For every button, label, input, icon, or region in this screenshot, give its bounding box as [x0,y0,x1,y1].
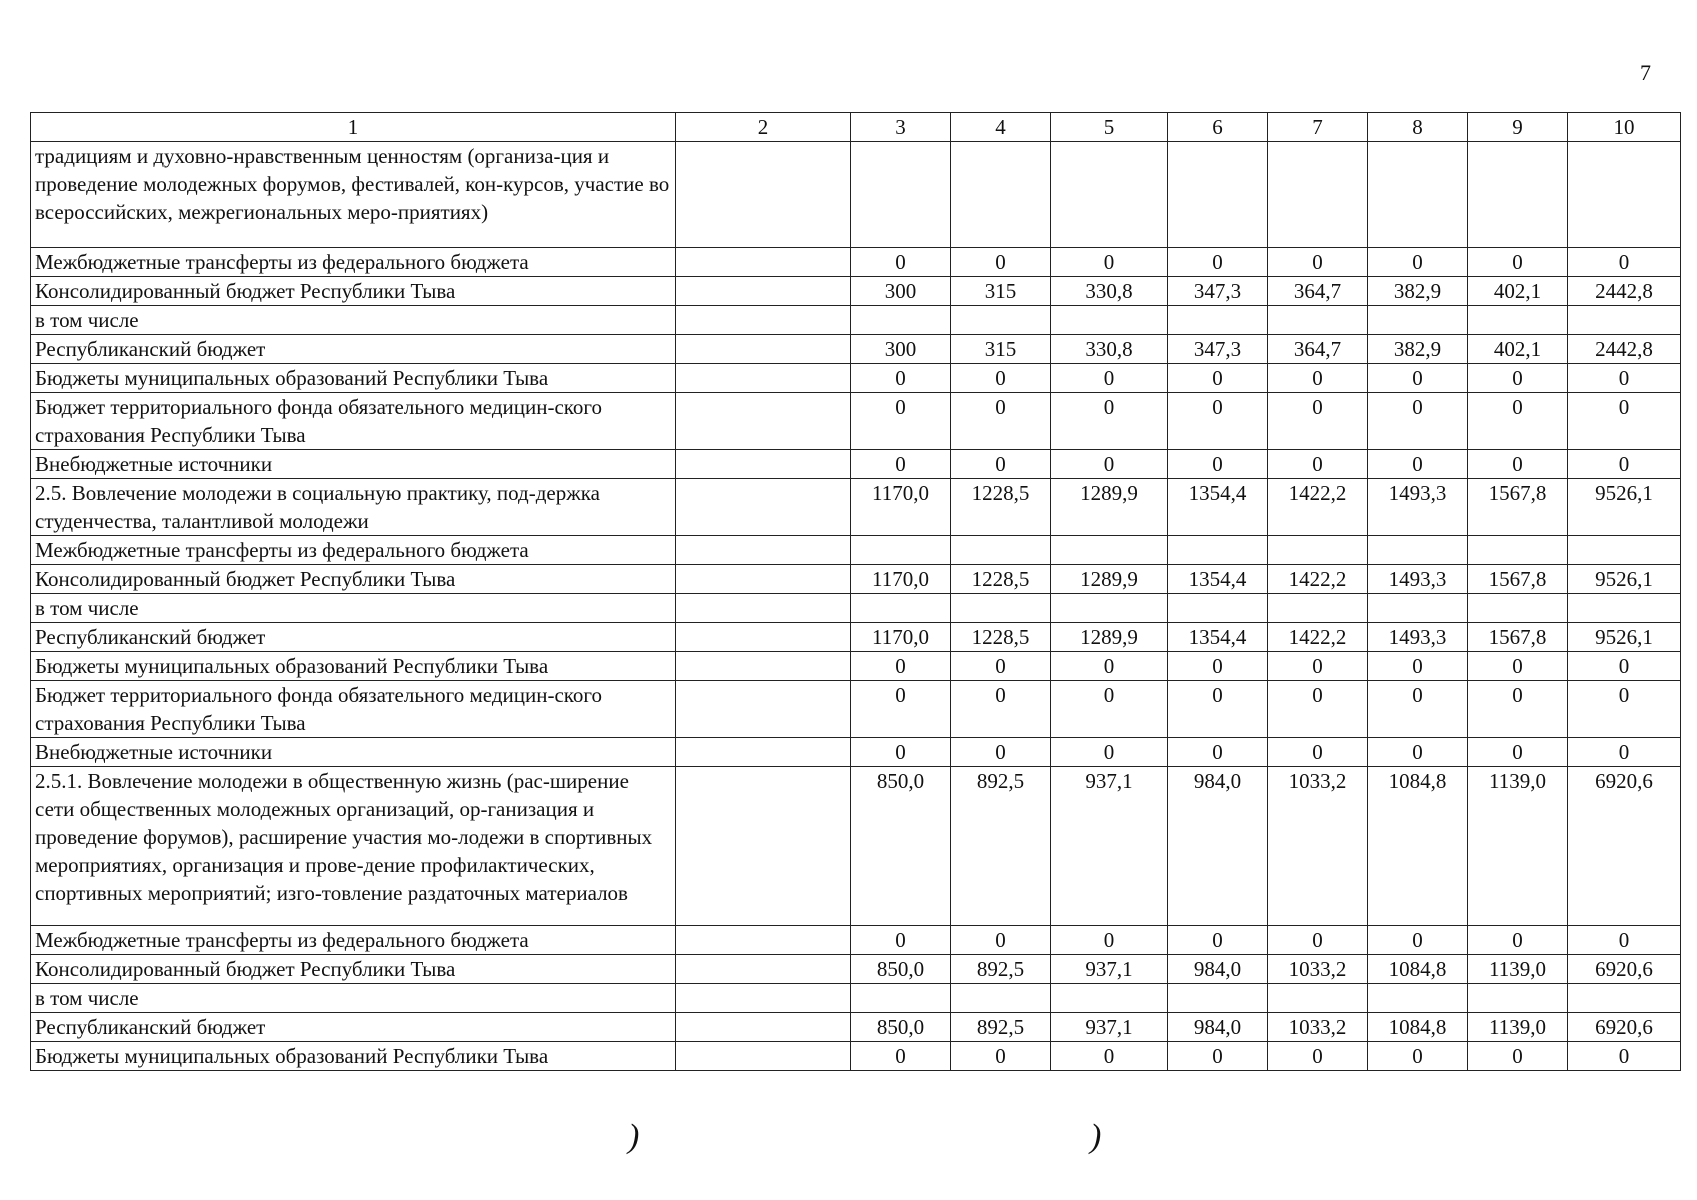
value-cell: 0 [1051,681,1168,738]
row-label: Бюджеты муниципальных образований Республики Тыва [31,1042,676,1071]
value-cell: 0 [1268,926,1368,955]
row-label: 2.5. Вовлечение молодежи в социальную практику, под-держка студенчества, талантливой молодежи [31,479,676,536]
value-cell [1468,594,1568,623]
value-cell: 850,0 [851,1013,951,1042]
value-cell: 2442,8 [1568,335,1681,364]
value-cell: 347,3 [1168,335,1268,364]
value-cell: 1354,4 [1168,479,1268,536]
value-cell [1268,536,1368,565]
value-cell: 850,0 [851,767,951,926]
value-cell: 0 [1568,364,1681,393]
value-cell [1268,306,1368,335]
value-cell: 6920,6 [1568,1013,1681,1042]
value-cell [1168,536,1268,565]
row-label: в том числе [31,984,676,1013]
header-row [31,113,1681,142]
value-cell: 0 [1368,652,1468,681]
header-col-8: 8 [1368,113,1468,142]
value-cell: 1228,5 [951,623,1051,652]
page-number: 7 [1640,60,1651,85]
col-2-cell [676,335,851,364]
table-body [31,142,1681,1071]
col-2-cell [676,479,851,536]
value-cell: 0 [1468,681,1568,738]
header-col-3: 3 [851,113,951,142]
value-cell: 0 [1468,1042,1568,1071]
value-cell: 1289,9 [1051,565,1168,594]
table-row [31,277,1681,306]
row-label: Бюджет территориального фонда обязательного медицин-ского страхования Республики Тыва [31,393,676,450]
value-cell: 402,1 [1468,335,1568,364]
row-label: традициям и духовно-нравственным ценностям (организа-ция и проведение молодежных форумов, фестивалей, кон-курсов, участие во всероссийских, межрегиональных меро-приятиях) [31,142,676,248]
value-cell: 1139,0 [1468,955,1568,984]
col-2-cell [676,594,851,623]
value-cell: 937,1 [1051,1013,1168,1042]
value-cell: 0 [1168,1042,1268,1071]
value-cell [1268,594,1368,623]
col-2-cell [676,738,851,767]
value-cell [851,142,951,248]
table-row [31,681,1681,738]
value-cell: 0 [1568,450,1681,479]
value-cell: 1422,2 [1268,565,1368,594]
table-row [31,393,1681,450]
value-cell: 1289,9 [1051,623,1168,652]
value-cell [1368,142,1468,248]
value-cell [851,984,951,1013]
table-row [31,1042,1681,1071]
value-cell: 0 [1168,450,1268,479]
value-cell: 0 [1468,364,1568,393]
value-cell [1168,594,1268,623]
value-cell [1568,306,1681,335]
value-cell: 1422,2 [1268,623,1368,652]
value-cell [1051,306,1168,335]
value-cell: 1170,0 [851,479,951,536]
row-label: Республиканский бюджет [31,1013,676,1042]
value-cell [1568,536,1681,565]
value-cell: 0 [1468,393,1568,450]
value-cell [1568,984,1681,1013]
table-row [31,652,1681,681]
value-cell: 0 [1568,652,1681,681]
col-2-cell [676,565,851,594]
value-cell [1368,594,1468,623]
value-cell: 0 [1268,364,1368,393]
value-cell: 0 [1051,738,1168,767]
value-cell: 1139,0 [1468,767,1568,926]
header-col-9: 9 [1468,113,1568,142]
value-cell: 0 [1168,364,1268,393]
header-col-1: 1 [31,113,676,142]
value-cell [1568,142,1681,248]
value-cell: 0 [1368,738,1468,767]
value-cell: 1493,3 [1368,623,1468,652]
row-label: в том числе [31,306,676,335]
value-cell: 0 [1168,652,1268,681]
value-cell: 0 [1468,450,1568,479]
value-cell: 1033,2 [1268,1013,1368,1042]
value-cell [1051,594,1168,623]
col-2-cell [676,926,851,955]
row-label: Консолидированный бюджет Республики Тыва [31,955,676,984]
col-2-cell [676,1013,851,1042]
value-cell: 984,0 [1168,1013,1268,1042]
table-row [31,142,1681,248]
value-cell: 0 [951,248,1051,277]
budget-table-container [30,112,1681,1071]
value-cell: 0 [1468,248,1568,277]
value-cell: 382,9 [1368,335,1468,364]
value-cell: 364,7 [1268,335,1368,364]
header-col-10: 10 [1568,113,1681,142]
value-cell: 0 [1268,248,1368,277]
table-row [31,926,1681,955]
value-cell [1268,984,1368,1013]
row-label: Бюджеты муниципальных образований Республики Тыва [31,364,676,393]
col-2-cell [676,652,851,681]
header-col-2: 2 [676,113,851,142]
value-cell: 0 [1368,450,1468,479]
value-cell: 0 [851,450,951,479]
value-cell: 1139,0 [1468,1013,1568,1042]
bottom-mark-right: ) [1090,1118,1102,1155]
value-cell: 300 [851,335,951,364]
value-cell: 1493,3 [1368,479,1468,536]
header-col-5: 5 [1051,113,1168,142]
value-cell: 300 [851,277,951,306]
table-row [31,306,1681,335]
value-cell: 1228,5 [951,565,1051,594]
value-cell: 0 [1568,248,1681,277]
value-cell: 6920,6 [1568,767,1681,926]
value-cell: 0 [1368,681,1468,738]
value-cell: 1567,8 [1468,623,1568,652]
row-label: Консолидированный бюджет Республики Тыва [31,277,676,306]
row-label: Республиканский бюджет [31,623,676,652]
value-cell: 1567,8 [1468,479,1568,536]
value-cell: 0 [1268,738,1368,767]
bottom-mark-left: ) [628,1118,640,1155]
value-cell [1268,142,1368,248]
value-cell: 1033,2 [1268,955,1368,984]
row-label: Внебюджетные источники [31,450,676,479]
value-cell [1368,306,1468,335]
value-cell: 330,8 [1051,277,1168,306]
value-cell: 1170,0 [851,623,951,652]
value-cell: 0 [1051,450,1168,479]
row-label: Внебюджетные источники [31,738,676,767]
value-cell: 0 [1368,248,1468,277]
value-cell: 0 [1168,738,1268,767]
row-label: Бюджет территориального фонда обязательного медицин-ского страхования Республики Тыва [31,681,676,738]
col-2-cell [676,393,851,450]
value-cell: 0 [951,652,1051,681]
col-2-cell [676,142,851,248]
value-cell: 0 [1168,393,1268,450]
value-cell: 0 [1268,1042,1368,1071]
value-cell: 1422,2 [1268,479,1368,536]
value-cell [1051,536,1168,565]
value-cell: 0 [1568,393,1681,450]
value-cell: 315 [951,335,1051,364]
value-cell: 0 [851,681,951,738]
value-cell: 1493,3 [1368,565,1468,594]
value-cell: 347,3 [1168,277,1268,306]
value-cell: 1084,8 [1368,1013,1468,1042]
value-cell [1168,142,1268,248]
value-cell: 0 [951,681,1051,738]
value-cell: 0 [1568,738,1681,767]
value-cell [851,594,951,623]
value-cell: 0 [1368,926,1468,955]
col-2-cell [676,450,851,479]
value-cell: 0 [1368,1042,1468,1071]
value-cell [1468,984,1568,1013]
table-row [31,738,1681,767]
value-cell [1368,984,1468,1013]
value-cell: 1170,0 [851,565,951,594]
value-cell: 1228,5 [951,479,1051,536]
row-label: Межбюджетные трансферты из федерального бюджета [31,926,676,955]
value-cell [1051,984,1168,1013]
value-cell [951,594,1051,623]
value-cell: 364,7 [1268,277,1368,306]
row-label: 2.5.1. Вовлечение молодежи в общественную жизнь (рас-ширение сети общественных молодежных организаций, ор-ганизация и проведение форумов), расширение участия мо-лодежи в спортивных мероприятиях, организация и прове-дение профилактических, спортивных мероприятий; изго-товление раздаточных материалов [31,767,676,926]
value-cell [951,984,1051,1013]
value-cell [1168,984,1268,1013]
table-row [31,767,1681,926]
value-cell: 0 [951,738,1051,767]
value-cell: 6920,6 [1568,955,1681,984]
col-2-cell [676,681,851,738]
table-row [31,1013,1681,1042]
value-cell: 1567,8 [1468,565,1568,594]
value-cell: 0 [1468,652,1568,681]
table-row [31,450,1681,479]
value-cell: 0 [1468,926,1568,955]
value-cell: 0 [1051,926,1168,955]
value-cell: 892,5 [951,767,1051,926]
value-cell: 892,5 [951,1013,1051,1042]
table-row [31,536,1681,565]
value-cell [1568,594,1681,623]
value-cell: 937,1 [1051,955,1168,984]
value-cell: 0 [951,450,1051,479]
value-cell: 402,1 [1468,277,1568,306]
value-cell: 0 [1368,393,1468,450]
table-row [31,364,1681,393]
value-cell: 892,5 [951,955,1051,984]
value-cell: 0 [851,738,951,767]
header-col-4: 4 [951,113,1051,142]
value-cell: 382,9 [1368,277,1468,306]
col-2-cell [676,955,851,984]
value-cell [1468,306,1568,335]
table-row [31,335,1681,364]
value-cell: 315 [951,277,1051,306]
value-cell [1468,536,1568,565]
value-cell: 9526,1 [1568,479,1681,536]
budget-table [30,112,1681,1071]
row-label: Республиканский бюджет [31,335,676,364]
value-cell [951,142,1051,248]
value-cell [851,536,951,565]
value-cell: 0 [1468,738,1568,767]
value-cell: 0 [1168,681,1268,738]
value-cell: 1354,4 [1168,565,1268,594]
value-cell: 0 [851,926,951,955]
value-cell: 1354,4 [1168,623,1268,652]
value-cell: 0 [951,364,1051,393]
table-row [31,594,1681,623]
value-cell [1368,536,1468,565]
row-label: Бюджеты муниципальных образований Республики Тыва [31,652,676,681]
table-row [31,248,1681,277]
value-cell: 330,8 [1051,335,1168,364]
value-cell: 1289,9 [1051,479,1168,536]
value-cell: 0 [1168,926,1268,955]
value-cell [851,306,951,335]
value-cell: 0 [951,1042,1051,1071]
col-2-cell [676,364,851,393]
table-row [31,565,1681,594]
table-row [31,479,1681,536]
table-row [31,623,1681,652]
value-cell: 0 [1268,652,1368,681]
value-cell: 0 [1568,681,1681,738]
col-2-cell [676,1042,851,1071]
col-2-cell [676,248,851,277]
value-cell: 0 [851,393,951,450]
value-cell: 0 [1168,248,1268,277]
row-label: Консолидированный бюджет Республики Тыва [31,565,676,594]
value-cell: 0 [1568,926,1681,955]
value-cell [951,306,1051,335]
value-cell: 1084,8 [1368,767,1468,926]
value-cell: 0 [851,364,951,393]
value-cell: 0 [951,926,1051,955]
col-2-cell [676,767,851,926]
value-cell: 0 [1268,450,1368,479]
header-col-6: 6 [1168,113,1268,142]
value-cell [1468,142,1568,248]
value-cell: 9526,1 [1568,565,1681,594]
value-cell: 0 [851,652,951,681]
value-cell: 0 [1368,364,1468,393]
row-label: в том числе [31,594,676,623]
value-cell: 0 [1051,652,1168,681]
value-cell: 984,0 [1168,955,1268,984]
col-2-cell [676,277,851,306]
col-2-cell [676,984,851,1013]
value-cell: 937,1 [1051,767,1168,926]
value-cell: 0 [1268,393,1368,450]
value-cell [951,536,1051,565]
table-row [31,955,1681,984]
value-cell: 2442,8 [1568,277,1681,306]
value-cell: 984,0 [1168,767,1268,926]
row-label: Межбюджетные трансферты из федерального бюджета [31,536,676,565]
value-cell: 0 [851,1042,951,1071]
value-cell [1168,306,1268,335]
table-row [31,984,1681,1013]
value-cell: 0 [1051,393,1168,450]
value-cell: 0 [1051,1042,1168,1071]
col-2-cell [676,623,851,652]
header-col-7: 7 [1268,113,1368,142]
value-cell: 850,0 [851,955,951,984]
value-cell: 0 [1051,248,1168,277]
value-cell: 0 [851,248,951,277]
value-cell: 1084,8 [1368,955,1468,984]
value-cell: 0 [1268,681,1368,738]
value-cell: 1033,2 [1268,767,1368,926]
value-cell [1051,142,1168,248]
value-cell: 0 [1051,364,1168,393]
value-cell: 0 [1568,1042,1681,1071]
col-2-cell [676,306,851,335]
value-cell: 9526,1 [1568,623,1681,652]
row-label: Межбюджетные трансферты из федерального бюджета [31,248,676,277]
value-cell: 0 [951,393,1051,450]
col-2-cell [676,536,851,565]
